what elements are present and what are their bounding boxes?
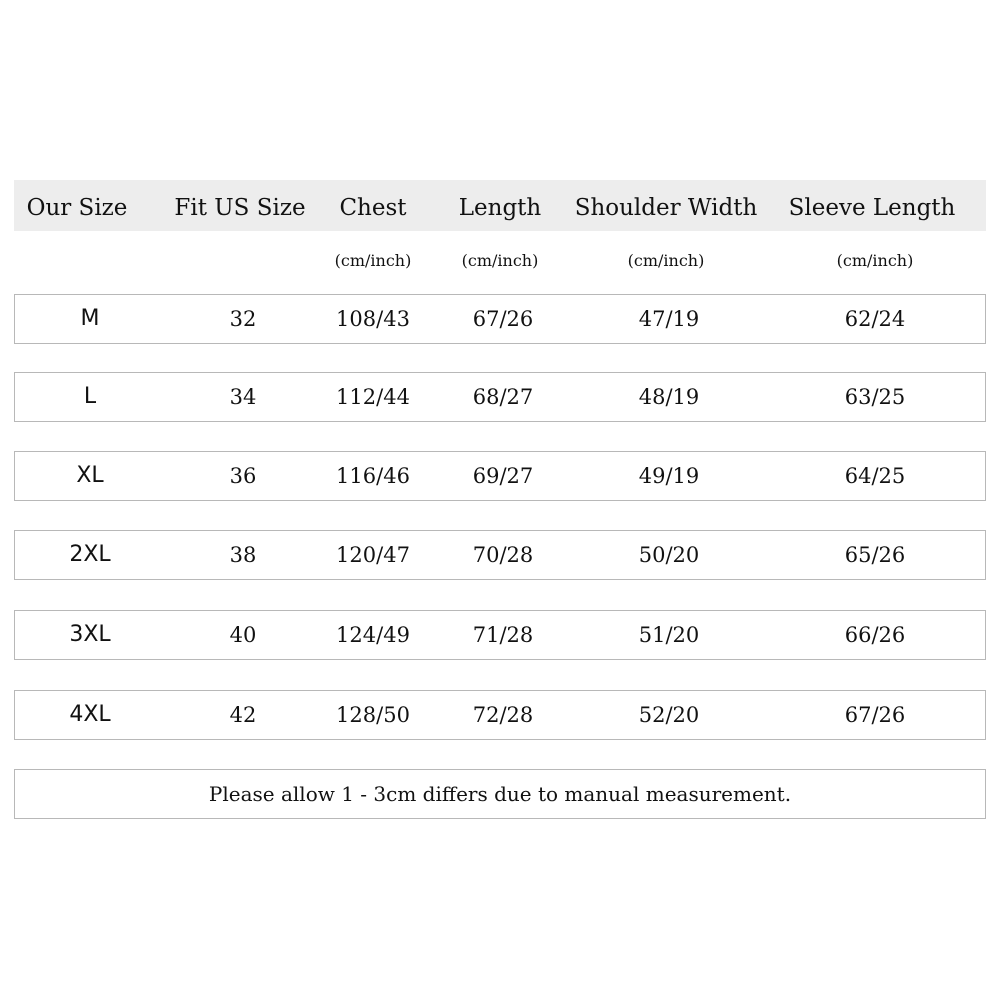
cell-our-size: XL bbox=[76, 463, 104, 488]
cell-our-size: 3XL bbox=[69, 622, 111, 647]
cell-fit-us-size: 36 bbox=[229, 464, 257, 488]
table-row bbox=[14, 530, 986, 580]
cell-sleeve-length: 62/24 bbox=[844, 307, 906, 331]
table-row bbox=[14, 451, 986, 501]
header-sleeve-length: Sleeve Length bbox=[788, 195, 956, 221]
cell-shoulder-width: 50/20 bbox=[638, 543, 700, 567]
cell-shoulder-width: 47/19 bbox=[638, 307, 700, 331]
cell-fit-us-size: 40 bbox=[229, 623, 257, 647]
cell-chest: 124/49 bbox=[336, 623, 410, 647]
cell-chest: 108/43 bbox=[336, 307, 410, 331]
cell-length: 72/28 bbox=[472, 703, 534, 727]
cell-our-size: 4XL bbox=[69, 702, 111, 727]
header-shoulder-width: Shoulder Width bbox=[574, 195, 758, 221]
cell-shoulder-width: 51/20 bbox=[638, 623, 700, 647]
cell-sleeve-length: 64/25 bbox=[844, 464, 906, 488]
cell-fit-us-size: 32 bbox=[229, 307, 257, 331]
cell-shoulder-width: 48/19 bbox=[638, 385, 700, 409]
cell-our-size: L bbox=[83, 384, 97, 409]
cell-sleeve-length: 67/26 bbox=[844, 703, 906, 727]
cell-shoulder-width: 49/19 bbox=[638, 464, 700, 488]
cell-our-size: M bbox=[80, 306, 100, 331]
cell-length: 67/26 bbox=[472, 307, 534, 331]
cell-chest: 128/50 bbox=[336, 703, 410, 727]
cell-chest: 116/46 bbox=[336, 464, 410, 488]
unit-sleeve-length: (cm/inch) bbox=[836, 251, 914, 270]
header-fit-us-size: Fit US Size bbox=[174, 195, 306, 221]
cell-sleeve-length: 65/26 bbox=[844, 543, 906, 567]
header-length: Length bbox=[458, 195, 542, 221]
cell-shoulder-width: 52/20 bbox=[638, 703, 700, 727]
cell-length: 68/27 bbox=[472, 385, 534, 409]
cell-sleeve-length: 63/25 bbox=[844, 385, 906, 409]
cell-length: 71/28 bbox=[472, 623, 534, 647]
cell-fit-us-size: 42 bbox=[229, 703, 257, 727]
unit-length: (cm/inch) bbox=[461, 251, 539, 270]
table-row bbox=[14, 610, 986, 660]
unit-shoulder-width: (cm/inch) bbox=[627, 251, 705, 270]
cell-chest: 120/47 bbox=[336, 543, 410, 567]
cell-our-size: 2XL bbox=[69, 542, 111, 567]
cell-length: 69/27 bbox=[472, 464, 534, 488]
table-row bbox=[14, 372, 986, 422]
cell-chest: 112/44 bbox=[336, 385, 410, 409]
cell-fit-us-size: 34 bbox=[229, 385, 257, 409]
cell-sleeve-length: 66/26 bbox=[844, 623, 906, 647]
cell-fit-us-size: 38 bbox=[229, 543, 257, 567]
measurement-note: Please allow 1 - 3cm differs due to manual measurement. bbox=[14, 769, 986, 819]
unit-chest: (cm/inch) bbox=[334, 251, 412, 270]
header-chest: Chest bbox=[339, 195, 407, 221]
header-our-size: Our Size bbox=[26, 195, 128, 221]
cell-length: 70/28 bbox=[472, 543, 534, 567]
table-row bbox=[14, 690, 986, 740]
table-row bbox=[14, 294, 986, 344]
